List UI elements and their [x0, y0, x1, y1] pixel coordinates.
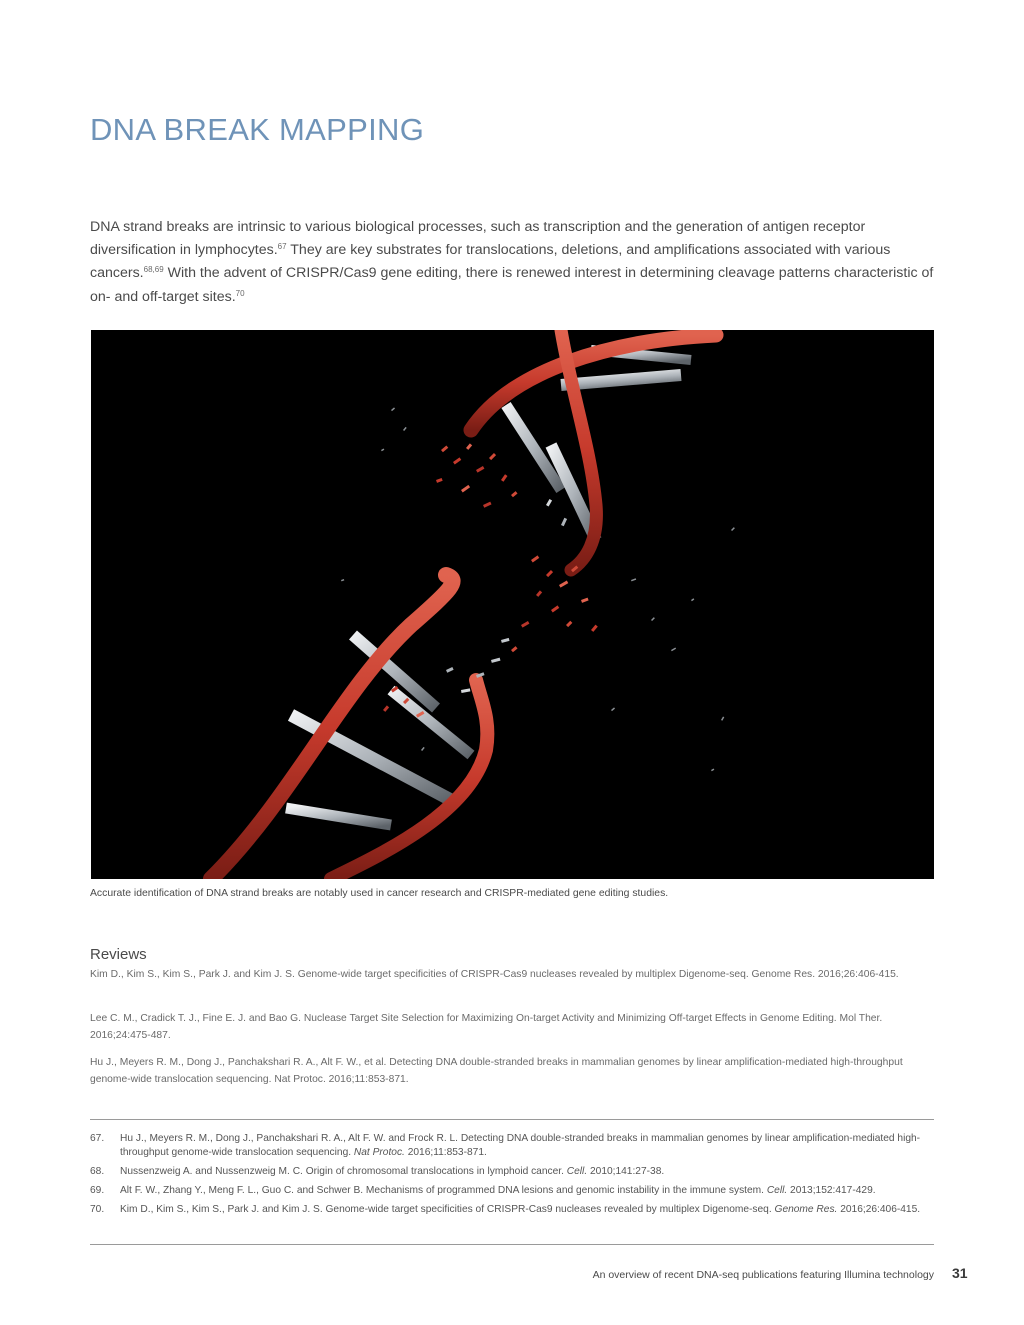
footnotes-list: [90, 1132, 934, 1222]
footnote-journal: Cell.: [566, 1166, 588, 1177]
footnote: [90, 1184, 934, 1198]
intro-sentence-2: They are key substrates for translocations, deletions, and amplifications associated with various cancers.: [90, 242, 891, 282]
page-title: DNA BREAK MAPPING: [90, 112, 425, 147]
dna-helix-image: [91, 330, 934, 879]
review-item: Lee C. M., Cradick T. J., Fine E. J. and Bao G. Nuclease Target Site Selection for Maximizing On-target Activity and Minimizing Off-target Effects in Genome Editing. Mol Ther. 2016;24:475-487.: [90, 1013, 883, 1041]
ref-superscript-68-69: 68,69: [143, 265, 164, 275]
footnote-journal: Cell.: [766, 1185, 788, 1196]
footnotes-bottom-divider: [90, 1244, 934, 1245]
footnote-number: 67.: [90, 1133, 105, 1144]
intro-sentence-3: With the advent of CRISPR/Cas9 gene editing, there is renewed interest in determining cleavage patterns characteristic of on- and off-target sites.: [90, 265, 934, 305]
figure-caption: Accurate identification of DNA strand breaks are notably used in cancer research and CRISPR-mediated gene editing studies.: [90, 888, 669, 899]
footnotes-top-divider: [90, 1119, 934, 1120]
page-number: 31: [952, 1265, 968, 1281]
footnote-number: 68.: [90, 1166, 105, 1177]
ref-superscript-70: 70: [235, 288, 245, 298]
intro-paragraph: [90, 216, 935, 309]
footnote-journal: Genome Res.: [774, 1204, 838, 1215]
review-item: Kim D., Kim S., Kim S., Park J. and Kim J. S. Genome-wide target specificities of CRISPR-Cas9 nucleases revealed by multiplex Digenome-seq. Genome Res. 2016;26:406-415.: [90, 969, 899, 980]
footer-text: An overview of recent DNA-seq publications featuring Illumina technology: [592, 1269, 934, 1281]
footnote-citation: 2016;11:853-871.: [404, 1147, 487, 1158]
footnote-text: Hu J., Meyers R. M., Dong J., Panchakshari R. A., Alt F. W. and Frock R. L. Detecting DNA double-stranded breaks in mammalian genomes by linear amplification-mediated high-throughput genome-wide translocation sequencing.: [120, 1133, 921, 1158]
footnote: [90, 1203, 934, 1217]
footnote-citation: 2010;141:27-38.: [587, 1166, 665, 1177]
reviews-heading: Reviews: [90, 946, 147, 963]
footnote-number: 69.: [90, 1185, 105, 1196]
footnote-number: 70.: [90, 1204, 105, 1215]
footnote: [90, 1132, 934, 1160]
dna-break-illustration: [91, 330, 934, 879]
footnote-text: Alt F. W., Zhang Y., Meng F. L., Guo C. and Schwer B. Mechanisms of programmed DNA lesions and genomic instability in the immune system.: [120, 1185, 767, 1196]
footnote-citation: 2016;26:406-415.: [837, 1204, 921, 1215]
intro-sentence-1: DNA strand breaks are intrinsic to various biological processes, such as transcription and the generation of antigen receptor diversification in lymphocytes.: [90, 219, 866, 259]
ref-superscript-67: 67: [277, 242, 287, 252]
footnote-text: Kim D., Kim S., Kim S., Park J. and Kim J. S. Genome-wide target specificities of CRISPR-Cas9 nucleases revealed by multiplex Digenome-seq.: [120, 1204, 775, 1215]
footnote-journal: Nat Protoc.: [353, 1147, 405, 1158]
review-item: Hu J., Meyers R. M., Dong J., Panchakshari R. A., Alt F. W., et al. Detecting DNA double-stranded breaks in mammalian genomes by linear amplification-mediated high-throughput genome-wide translocation sequencing. Nat Protoc. 2016;11:853-871.: [90, 1057, 903, 1085]
footnote-citation: 2013;152:417-429.: [787, 1185, 876, 1196]
footnote-text: Nussenzweig A. and Nussenzweig M. C. Origin of chromosomal translocations in lymphoid cancer.: [120, 1166, 567, 1177]
footnote: [90, 1165, 934, 1179]
